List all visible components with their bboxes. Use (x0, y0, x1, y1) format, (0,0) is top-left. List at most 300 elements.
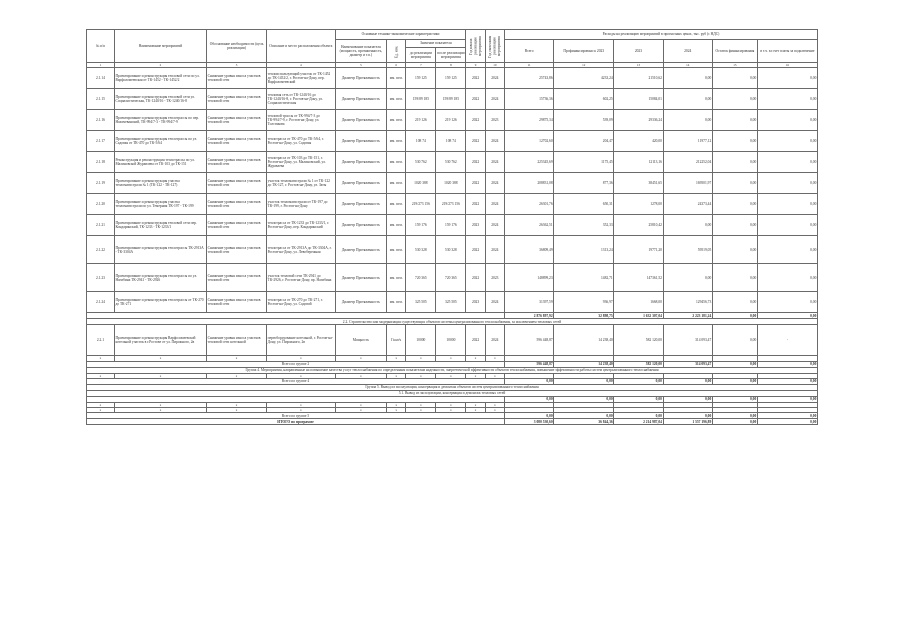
cell-2023: 12113,16 (614, 152, 663, 173)
x-mark-cell: х (335, 373, 386, 378)
cell-description: теплотрасса от ТК-470 до ТК-5/64, г. Ростов-на-Дону, ул. Садовая (267, 131, 336, 152)
cell-before: 10000 (406, 325, 436, 356)
cell-start: 2022 (466, 173, 485, 194)
cell-justification: Снижение уровня износа участков тепловой сети (207, 264, 267, 292)
x-mark-cell: х (485, 408, 504, 413)
cell-unit: мм. пгм. (387, 131, 406, 152)
cell-unit: мм. пгм. (387, 173, 406, 194)
cell-start: 2022 (466, 152, 485, 173)
cell-unit: мм. пгм. (387, 215, 406, 236)
x-mark-cell: х (466, 402, 485, 407)
cell-unit: мм. пгм. (387, 264, 406, 292)
cell-including: 0,00 (757, 236, 817, 264)
cell-financed: 936,97 (554, 292, 614, 313)
cell-before: 159 125 (406, 68, 436, 89)
cell-after: 530 762 (436, 152, 466, 173)
cell-param: Диаметр Протяженность (335, 215, 386, 236)
table-row (87, 89, 818, 110)
cell-remaining: 0,00 (712, 131, 757, 152)
table-row (87, 194, 818, 215)
subtotal1-total: 2 876 897,92 (504, 313, 553, 319)
cell-name: Проектирование и реконструкция участка тепломагистрали № 1 (ТК-122 - ТК-127) (114, 173, 206, 194)
cell-num: 2.1.20 (87, 194, 115, 215)
cell-total: 148899,23 (504, 264, 553, 292)
cell-2024: 11977,12 (663, 131, 712, 152)
cell-name: Реконструкция и реконструкция теплотрассы по ул. Малиновской Журавлева от ТК-103 до ТК-151 (114, 152, 206, 173)
grand-remaining: 0,00 (712, 419, 757, 425)
cell-2024: 0,00 (663, 264, 712, 292)
cell-including: 0,00 (757, 110, 817, 131)
cell-including: 0,00 (757, 89, 817, 110)
cell-start: 2023 (466, 292, 485, 313)
cell-end: 2023 (485, 264, 504, 292)
subtotal5-financed: 0,00 (554, 413, 614, 419)
cell-remaining: 0,00 (712, 110, 757, 131)
x-mark-cell: х (267, 356, 336, 361)
cell-total: 208831,08 (504, 173, 553, 194)
cell-2024: 169501,97 (663, 173, 712, 194)
cell-remaining: 0,00 (712, 215, 757, 236)
cell-after: 325 505 (436, 292, 466, 313)
subtotal1-financed: 32 898,75 (554, 313, 614, 319)
cell-2024: 212252,04 (663, 152, 712, 173)
cell-after: 10000 (436, 325, 466, 356)
column-number: 11 (504, 63, 553, 68)
x-mark-cell: х (207, 373, 267, 378)
cell-including: - (757, 325, 817, 356)
table-row (87, 68, 818, 89)
cell-total: 12702,60 (504, 131, 553, 152)
cell-remaining: 0,00 (712, 173, 757, 194)
cell-before: 108 74 (406, 131, 436, 152)
cell-2024: 24373,44 (663, 194, 712, 215)
investment-table (86, 29, 818, 425)
cell-description: теплотрасса от ТК-103 до ТК-151, г. Ростов-на-Дону, ул. Малиновский, ул. Журавлева (267, 152, 336, 173)
column-number: 15 (712, 63, 757, 68)
header-description: Описание и место расположения объекта (267, 30, 336, 63)
x-mark-cell: х (267, 402, 336, 407)
cell-2024: 0,00 (663, 68, 712, 89)
cell-num: 2.1.17 (87, 131, 115, 152)
zeros-total: 0,00 (504, 396, 553, 402)
cell-description: теплотрасса от ТК-2913А до ТК-3304А, г. Ростов-на-Дону, ул. Левобережная (267, 236, 336, 264)
subtotal2-2023: 582 120,00 (614, 361, 663, 367)
cell-name: Проектирование и реконструкция тепловой сети ул. Социалистическая, ТК-1240/16 - ТК-1240/16-8 (114, 89, 206, 110)
cell-total: 225345,69 (504, 152, 553, 173)
cell-2023: 19771,20 (614, 236, 663, 264)
cell-total: 36809,49 (504, 236, 553, 264)
x-mark-cell: х (207, 402, 267, 407)
cell-end: 2023 (485, 110, 504, 131)
cell-total: 31397,59 (504, 292, 553, 313)
subtotal5-remaining: 0,00 (712, 413, 757, 419)
cell-unit: мм. пгм. (387, 194, 406, 215)
cell-param: Диаметр Протяженность (335, 110, 386, 131)
cell-param: Диаметр Протяженность (335, 292, 386, 313)
cell-justification: Снижение уровня износа участков тепловой сети (207, 194, 267, 215)
subtotal5-including: 0,00 (757, 413, 817, 419)
subtotal1-2024: 2 223 181,24 (663, 313, 712, 319)
x-mark-cell: х (406, 402, 436, 407)
row-2-2-1 (87, 325, 818, 356)
header-tech-group: Основные технико-экономические характеристики (335, 30, 466, 40)
subtotal2-remaining: 0,00 (712, 361, 757, 367)
cell-start: 2022 (466, 68, 485, 89)
cell-2023: 29336,24 (614, 110, 663, 131)
cell-before: 530 762 (406, 152, 436, 173)
cell-2023: 15084,01 (614, 89, 663, 110)
cell-2023: 1278,00 (614, 194, 663, 215)
cell-justification: Снижение уровня износа участков тепловой сети (207, 215, 267, 236)
cell-param: Диаметр Протяженность (335, 131, 386, 152)
cell-total: 596 448,87 (504, 325, 553, 356)
cell-num: 2.1.22 (87, 236, 115, 264)
header-remaining: Остаток финансирования (712, 40, 757, 63)
column-number: 14 (663, 63, 712, 68)
cell-remaining: 0,00 (712, 236, 757, 264)
table-row (87, 110, 818, 131)
cell-total: 25743,86 (504, 68, 553, 89)
subtotal2-total: 596 448,87 (504, 361, 553, 367)
header-start-year: Год начала реализации мероприятия (466, 30, 485, 63)
header-2024: 2024 (663, 40, 712, 63)
section-5-1-title: 5.1. Вывод из эксплуатации, консервация и демонтаж тепловых сетей (87, 390, 818, 396)
cell-financed: 4233,24 (554, 68, 614, 89)
cell-num: 2.1.15 (87, 89, 115, 110)
cell-including: 0,00 (757, 215, 817, 236)
header-name: Наименование мероприятий (114, 30, 206, 63)
cell-financed: 877,36 (554, 173, 614, 194)
subtotal4-label: Всего по группе 4 (87, 378, 505, 384)
x-mark-cell: х (267, 373, 336, 378)
header-end-year: Год окончания реализации мероприятия (485, 30, 504, 63)
subtotal4-including: 0,00 (757, 378, 817, 384)
subtotal5-label: Всего по группе 5 (87, 413, 505, 419)
x-mark-cell: х (267, 408, 336, 413)
header-justification: Обоснование необходимости (цель реализации) (207, 30, 267, 63)
x-mark-cell: х (114, 356, 206, 361)
x-mark-cell: х (114, 408, 206, 413)
column-number: 5 (335, 63, 386, 68)
column-number: 7 (406, 63, 436, 68)
x-mark-cell: х (335, 402, 386, 407)
cell-after: 159 125 (436, 68, 466, 89)
group-4-title: Группа 4. Мероприятия, направленные на повышение качества услуг теплоснабжения по определенным показателям надежности, энергетической эффективности объектов теплоснабжения, повышение эффективности работы систем централизованного теплоснабжения (87, 367, 818, 373)
cell-start: 2022 (466, 264, 485, 292)
header-total: Всего (504, 40, 553, 63)
x-mark-cell: х (466, 408, 485, 413)
cell-unit: Гкал/ч (387, 325, 406, 356)
column-number: 3 (207, 63, 267, 68)
x-mark-cell: х (436, 402, 466, 407)
subtotal2-2024: 314 093,47 (663, 361, 712, 367)
cell-name: Проектирование и реконструкция теплотрассы от ТК-270 до ТК-271 (114, 292, 206, 313)
cell-description: теплотрасса от ТК-1233 до ТК-1233/1, г. Ростов-на-Дону, пер. Кондаринский (267, 215, 336, 236)
grand-including: 0,00 (757, 419, 817, 425)
header-param: Наименование показателя (мощность, протяженность, диаметр и т.п.) (335, 40, 386, 63)
cell-unit: мм. пгм. (387, 89, 406, 110)
cell-justification: Снижение уровня износа участков тепловой сети (207, 131, 267, 152)
cell-2023: 25810,42 (614, 215, 663, 236)
cell-2023: 21510,62 (614, 68, 663, 89)
cell-name: Проектирование и реконструкция теплотрассы по пер. Нахичеванский, ТК-994/7-3 - ТК-994/7-9 (114, 110, 206, 131)
cell-num: 2.1.23 (87, 264, 115, 292)
cell-num: 2.1.16 (87, 110, 115, 131)
x-mark-cell: х (406, 356, 436, 361)
cell-end: 2024 (485, 131, 504, 152)
cell-after: 219 126 (436, 110, 466, 131)
column-number: 2 (114, 63, 206, 68)
cell-start: 2022 (466, 110, 485, 131)
column-number: 13 (614, 63, 663, 68)
cell-financed: 14 238,40 (554, 325, 614, 356)
subtotal2-including: 0,00 (757, 361, 817, 367)
table-row (87, 152, 818, 173)
header-value-group: Значение показателя (406, 40, 466, 48)
zeros-financed: 0,00 (554, 396, 614, 402)
cell-justification: Снижение уровня износа участков тепловой сети (207, 292, 267, 313)
x-mark-cell: х (387, 373, 406, 378)
cell-justification: Снижение уровня износа участков тепловой сети котельной (207, 325, 267, 356)
cell-unit: мм. пгм. (387, 236, 406, 264)
cell-after: 108 74 (436, 131, 466, 152)
cell-justification: Снижение уровня износа участков тепловой сети (207, 173, 267, 194)
cell-2024: 129456,73 (663, 292, 712, 313)
subtotal1-including: 0,00 (757, 313, 817, 319)
zeros-including: 0,00 (757, 396, 817, 402)
cell-before: 159/89 185 (406, 89, 436, 110)
header-num: № п/п (87, 30, 115, 63)
x-mark-cell: х (436, 408, 466, 413)
subtotal1-remaining: 0,00 (712, 313, 757, 319)
cell-2023: 582 120,00 (614, 325, 663, 356)
group-5-title: Группа 5. Вывод из эксплуатации, консервация и демонтаж объектов систем централизованного теплоснабжения (87, 384, 818, 390)
cell-after: 159 176 (436, 215, 466, 236)
column-number: 16 (757, 63, 817, 68)
cell-description: тепловой трассы от ТК-994/7-3 до ТК-994/7-9, г. Ростов-на-Дону, ул. Толстякова (267, 110, 336, 131)
cell-total: 26362,51 (504, 215, 553, 236)
x-mark-cell: х (485, 373, 504, 378)
cell-start: 2022 (466, 325, 485, 356)
table-row (87, 215, 818, 236)
cell-financed: 204,47 (554, 131, 614, 152)
cell-2023: 420,00 (614, 131, 663, 152)
cell-param: Диаметр Протяженность (335, 236, 386, 264)
cell-description: тепловая сеть от ТК-1240/16 до ТК-1240/16-8, г. Ростов-на-Дону, ул. Социалистическая (267, 89, 336, 110)
table-row (87, 292, 818, 313)
column-number: 6 (387, 63, 406, 68)
cell-after: 530 328 (436, 236, 466, 264)
cell-before: 219/273 156 (406, 194, 436, 215)
cell-name: Проектирование и реконструкция теплотрассы по ул. Нагибина ТК-2941 - ТК-2926 (114, 264, 206, 292)
cell-after: 219/273 156 (436, 194, 466, 215)
subtotal4-2024: 0,00 (663, 378, 712, 384)
cell-before: 325 505 (406, 292, 436, 313)
cell-including: 0,00 (757, 68, 817, 89)
cell-2023: 147361,52 (614, 264, 663, 292)
cell-end: 2024 (485, 152, 504, 173)
cell-financed: 602,25 (554, 89, 614, 110)
cell-description: участок тепловой сети ТК-2941 до ТК-2926, г. Ростов-на-Дону, пр. Нагибина (267, 264, 336, 292)
x-mark-cell: х (466, 373, 485, 378)
cell-total: 26301,76 (504, 194, 553, 215)
cell-name: Проектирование и реконструкция Варфоломеевской котельной участок в г.Ростове от ул. Пирожного, 2в (114, 325, 206, 356)
subtotal5-2023: 0,00 (614, 413, 663, 419)
cell-description: участок тепломагистрали № 1 от ТК-122 до ТК-127, г. Ростов-на-Дону, ул. Заты (267, 173, 336, 194)
grand-2023: 2 214 987,04 (614, 419, 663, 425)
subtotal4-total: 0,00 (504, 378, 553, 384)
cell-param: Диаметр Протяженность (335, 89, 386, 110)
cell-financed: 352,33 (554, 215, 614, 236)
header-cost-group: Расходы на реализацию мероприятий в прогнозных ценах, тыс. руб (с НДС) (504, 30, 817, 40)
subtotal4-remaining: 0,00 (712, 378, 757, 384)
cell-remaining: 0,00 (712, 325, 757, 356)
x-mark-cell: х (406, 373, 436, 378)
cell-including: 0,00 (757, 264, 817, 292)
subtotal4-financed: 0,00 (554, 378, 614, 384)
cell-end: 2024 (485, 173, 504, 194)
cell-including: 0,00 (757, 131, 817, 152)
grand-2024: 1 557 196,89 (663, 419, 712, 425)
grand-total: 3 080 530,60 (504, 419, 553, 425)
cell-justification: Снижение уровня износа участков тепловой сети (207, 110, 267, 131)
header-row-1 (87, 30, 818, 40)
data-rows (87, 68, 818, 313)
cell-description: теплоиспользующий участок от ТК-1452 до ТК-1452/2, г. Ростов-на-Дону, пер. Варфоломеевский (267, 68, 336, 89)
cell-financed: 650,31 (554, 194, 614, 215)
subtotal2-financed: 14 238,40 (554, 361, 614, 367)
cell-including: 0,00 (757, 152, 817, 173)
x-mark-cell: х (387, 402, 406, 407)
zeros-2024: 0,00 (663, 396, 712, 402)
cell-param: Диаметр Протяженность (335, 152, 386, 173)
cell-end: 2024 (485, 194, 504, 215)
cell-end: 2024 (485, 325, 504, 356)
cell-justification: Снижение уровня износа участков тепловой сети (207, 236, 267, 264)
header-2023: 2023 (614, 40, 663, 63)
cell-start: 2022 (466, 89, 485, 110)
x-mark-cell: х (485, 356, 504, 361)
x-mark-cell: х (114, 373, 206, 378)
grand-total-label: ИТОГО по программе (87, 419, 505, 425)
cell-financed: 539,09 (554, 110, 614, 131)
x-mark-cell: х (207, 408, 267, 413)
cell-unit: мм. пгм. (387, 152, 406, 173)
column-number: 10 (485, 63, 504, 68)
header-after: после реализации мероприятия (436, 48, 466, 63)
cell-before: 1020 388 (406, 173, 436, 194)
cell-end: 2024 (485, 68, 504, 89)
cell-description: теплотрасса от ТК-270 до ТК-271, г. Ростов-на-Дону, ул. Садовой (267, 292, 336, 313)
cell-justification: Снижение уровня износа участков тепловой сети (207, 89, 267, 110)
cell-remaining: 0,00 (712, 264, 757, 292)
subtotal5-total: 0,00 (504, 413, 553, 419)
header-before: до реализации мероприятия (406, 48, 436, 63)
subtotal5-2024: 0,00 (663, 413, 712, 419)
cell-unit: мм. пгм. (387, 110, 406, 131)
cell-including: 0,00 (757, 194, 817, 215)
x-mark-cell: х (335, 408, 386, 413)
cell-2024: 0,00 (663, 215, 712, 236)
x-mark-cell: х (114, 402, 206, 407)
cell-end: 2024 (485, 292, 504, 313)
cell-before: 159 176 (406, 215, 436, 236)
column-number: 4 (267, 63, 336, 68)
x-mark-cell: х (87, 373, 115, 378)
cell-remaining: 0,00 (712, 292, 757, 313)
cell-num: 2.1.14 (87, 68, 115, 89)
cell-param: Диаметр Протяженность (335, 68, 386, 89)
column-number: 8 (436, 63, 466, 68)
cell-num: 2.2.1 (87, 325, 115, 356)
x-mark-cell: х (387, 356, 406, 361)
cell-unit: мм. пгм. (387, 68, 406, 89)
cell-name: Проектирование и реконструкция теплотрассы ТК-2913А - ТК-3304А (114, 236, 206, 264)
cell-start: 2023 (466, 215, 485, 236)
cell-num: 2.1.18 (87, 152, 115, 173)
cell-start: 2022 (466, 131, 485, 152)
cell-name: Проектирование и реконструкция участка тепломагистрали по ул. Темерник ТК-197 - ТК-199 (114, 194, 206, 215)
cell-before: 720 365 (406, 264, 436, 292)
cell-financed: 1175,45 (554, 152, 614, 173)
cell-after: 159/89 185 (436, 89, 466, 110)
zeros-remaining: 0,00 (712, 396, 757, 402)
x-mark-cell: х (466, 356, 485, 361)
x-mark-cell: х (406, 408, 436, 413)
cell-before: 219 126 (406, 110, 436, 131)
x-mark-cell: х (387, 408, 406, 413)
cell-num: 2.1.19 (87, 173, 115, 194)
cell-2024: 314 093,47 (663, 325, 712, 356)
table-row (87, 264, 818, 292)
document-sheet (86, 29, 818, 425)
subtotal1-2023: 1 632 307,04 (614, 313, 663, 319)
subtotal2-label: Всего по группе 2 (87, 361, 505, 367)
cell-start: 2022 (466, 236, 485, 264)
x-mark-cell: х (436, 373, 466, 378)
cell-justification: Снижение уровня износа участков тепловой сети (207, 68, 267, 89)
cell-after: 1020 388 (436, 173, 466, 194)
x-mark-cell: х (436, 356, 466, 361)
cell-financed: 1482,71 (554, 264, 614, 292)
cell-total: 15736,36 (504, 89, 553, 110)
cell-2024: 59519,05 (663, 236, 712, 264)
cell-remaining: 0,00 (712, 68, 757, 89)
cell-2023: 1668,00 (614, 292, 663, 313)
cell-financed: 1313,24 (554, 236, 614, 264)
cell-end: 2024 (485, 215, 504, 236)
table-row (87, 236, 818, 264)
cell-before: 530 328 (406, 236, 436, 264)
cell-description: участок тепломагистрали от ТК-197 до ТК-199, г. Ростов-на-Дону (267, 194, 336, 215)
cell-name: Проектирование и реконструкция теплотрассы по ул. Садовая от ТК-470 до ТК-5/64 (114, 131, 206, 152)
x-mark-cell: х (87, 356, 115, 361)
cell-num: 2.1.24 (87, 292, 115, 313)
cell-param: Диаметр Протяженность (335, 264, 386, 292)
grand-financed: 36 844,36 (554, 419, 614, 425)
cell-name: Проектирование и реконструкция тепловой сети по ул. Варфоломеевская от ТК-1452 - ТК-1452/2 (114, 68, 206, 89)
cell-param: Диаметр Протяженность (335, 173, 386, 194)
cell-num: 2.1.21 (87, 215, 115, 236)
section-2-2-title: 2.2. Строительство или модернизация существующих объектов системы централизованного теплоснабжения, за исключением тепловых сетей (87, 319, 818, 325)
header-including: в т.ч. за счет платы за подключение (757, 40, 817, 63)
cell-2023: 38451,65 (614, 173, 663, 194)
cell-including: 0,00 (757, 173, 817, 194)
cell-name: Проектирование и реконструкция тепловой сети пер. Кондаринский, ТК-1233 - ТК-1233/1 (114, 215, 206, 236)
table-row (87, 131, 818, 152)
cell-including: 0,00 (757, 292, 817, 313)
cell-remaining: 0,00 (712, 89, 757, 110)
